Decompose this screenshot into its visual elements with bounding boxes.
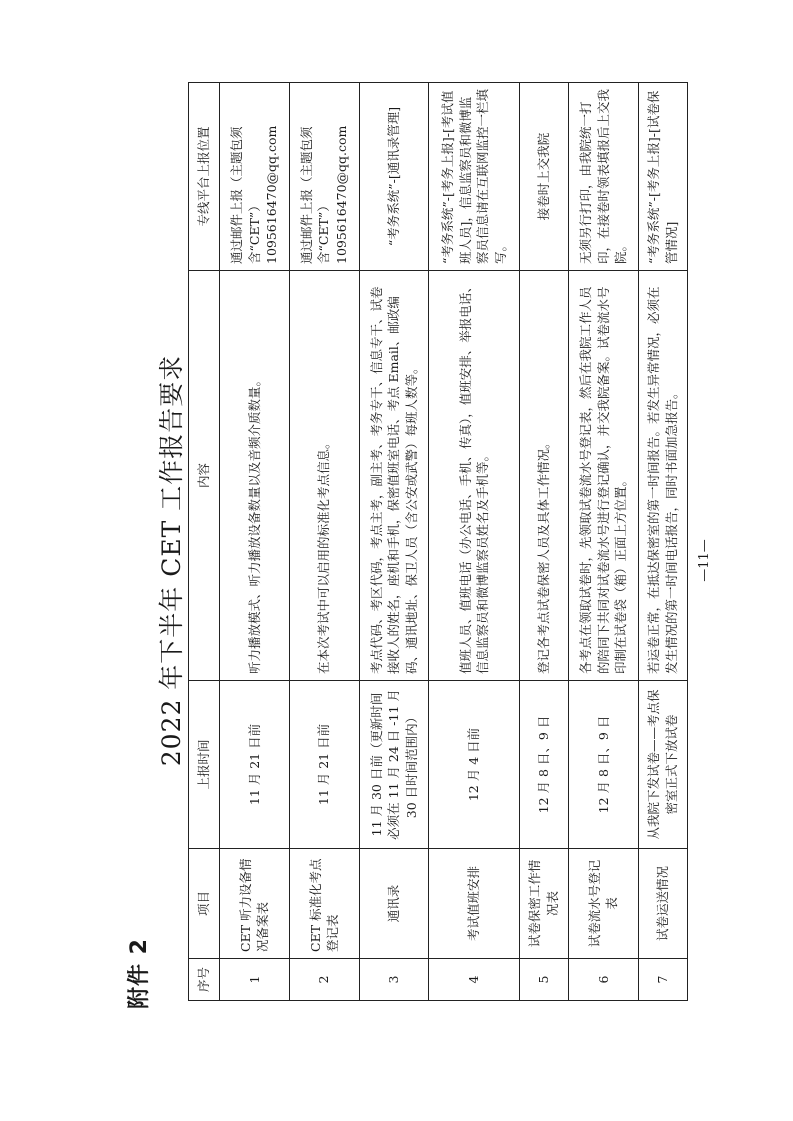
row-item: 通讯录 [359, 849, 429, 959]
row-item: CET 标准化考点登记表 [289, 849, 359, 959]
row-platform: “考务系统”-[考务上报]-[考试值班人员]，信息监察员和微博监察员信息请在互联网监控一栏填写。 [429, 83, 519, 271]
row-content: 在本次考试中可以启用的标准化考点信息。 [289, 271, 359, 681]
row-no: 3 [359, 959, 429, 1001]
row-platform: 接卷时上交我院 [519, 83, 568, 271]
row-platform: “考务系统”-[考务上报]-[试卷保管情况] [638, 83, 687, 271]
row-time: 12 月 4 日前 [429, 681, 519, 849]
row-platform: 无须另行打印，由我院统一打印，在接卷时领表填报后上交我院。 [568, 83, 638, 271]
table-row [289, 83, 359, 1001]
header-time: 上报时间 [189, 681, 220, 849]
table-row [220, 83, 290, 1001]
row-item: 考试值班安排 [429, 849, 519, 959]
row-item: 试卷流水号登记表 [568, 849, 638, 959]
row-content: 登记各考点试卷保密人员及具体工作情况。 [519, 271, 568, 681]
row-no: 1 [220, 959, 290, 1001]
row-platform: 通过邮件上报（主题包须含“CET”）1095616470@qq.com [289, 83, 359, 271]
table-row [359, 83, 429, 1001]
row-content: 值班人员、值班电话（办公电话、手机、传真），值班安排、举报电话、信息监察员和微博监察员姓名及手机等。 [429, 271, 519, 681]
row-time: 12 月 8 日、9 日 [519, 681, 568, 849]
table-row [519, 83, 568, 1001]
row-no: 4 [429, 959, 519, 1001]
row-content: 考点代码、考区代码，考点主考，副主考、考务专干、信息专干、试卷接收人的姓名，座机和手机，保密值班室电话、考点 Email、邮政编码、通讯地址、保卫人员（含公安或武警）每班人数等。 [359, 271, 429, 681]
row-time: 11 月 30 日前（更新时间必须在 11 月 24 日 -11 月 30 日时间范围内） [359, 681, 429, 849]
page-number: —11— [697, 539, 712, 582]
row-time: 11 月 21 日前 [289, 681, 359, 849]
header-content: 内容 [189, 271, 220, 681]
row-no: 6 [568, 959, 638, 1001]
table-row [638, 83, 687, 1001]
report-requirements-table [188, 82, 688, 1001]
row-time: 12 月 8 日、9 日 [568, 681, 638, 849]
row-no: 7 [638, 959, 687, 1001]
row-content: 听力播放模式、听力播放设备数量以及音频介质数量。 [220, 271, 290, 681]
header-platform: 专线平台上报位置 [189, 83, 220, 271]
row-item: CET 听力设备情况备案表 [220, 849, 290, 959]
row-no: 5 [519, 959, 568, 1001]
header-item: 项目 [189, 849, 220, 959]
table-header-row [189, 83, 220, 1001]
table-row [429, 83, 519, 1001]
row-item: 试卷保密工作情况表 [519, 849, 568, 959]
row-platform: 通过邮件上报（主题包须含“CET”）1095616470@qq.com [220, 83, 290, 271]
row-content: 各考点在领取试卷时，先领取试卷流水号登记表，然后在我院工作人员的陪同下共同对试卷流水号进行登记确认，并交我院备案。试卷流水号印制在试卷袋（箱）正面上方位置。 [568, 271, 638, 681]
attachment-label: 附件 2 [127, 938, 152, 1009]
page-title: 2022 年下半年 CET 工作报告要求 [157, 354, 186, 767]
row-time: 11 月 21 日前 [220, 681, 290, 849]
row-time: 从我院下发试卷——考点保密室正式下放试卷 [638, 681, 687, 849]
row-item: 试卷运送情况 [638, 849, 687, 959]
row-platform: “考务系统”-[通讯录管理] [359, 83, 429, 271]
header-no: 序号 [189, 959, 220, 1001]
table-row [568, 83, 638, 1001]
row-content: 若运卷正常，在抵达保密室的第一时间报告。若发生异常情况，必须在发生情况的第一时间电话报告，同时书面加急报告。 [638, 271, 687, 681]
row-no: 2 [289, 959, 359, 1001]
